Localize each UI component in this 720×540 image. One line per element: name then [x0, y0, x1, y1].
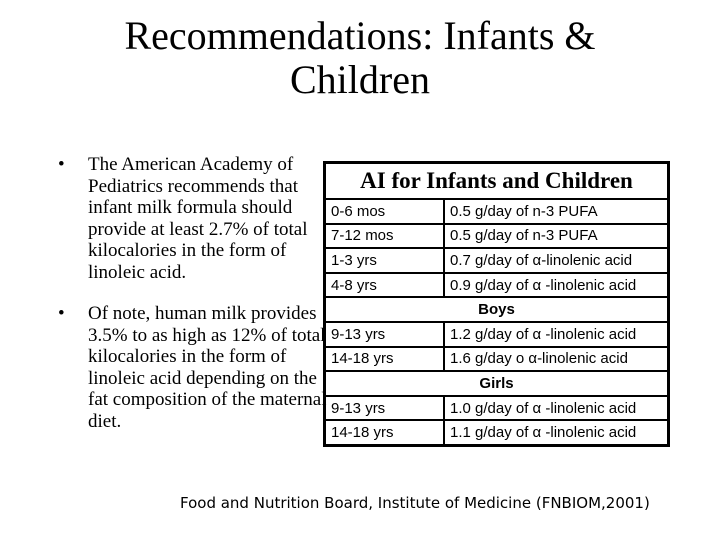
bullet-item: [58, 303, 328, 432]
value-cell: 0.7 g/day of α-linolenic acid: [444, 248, 669, 273]
age-cell: 9-13 yrs: [325, 396, 445, 421]
age-cell: 4-8 yrs: [325, 273, 445, 298]
age-cell: 1-3 yrs: [325, 248, 445, 273]
age-cell: 7-12 mos: [325, 224, 445, 249]
bullet-text: The American Academy of Pediatrics recommends that infant milk formula should provide at least 2.7% of total kilocalories in the form of linoleic acid.: [88, 154, 308, 283]
title-line-2: Children: [290, 57, 430, 102]
bullet-item: [58, 154, 328, 283]
table-row: [325, 224, 669, 249]
value-cell: 0.9 g/day of α -linolenic acid: [444, 273, 669, 298]
age-cell: 14-18 yrs: [325, 347, 445, 372]
table-row: [325, 420, 669, 445]
ai-table: [323, 161, 670, 447]
girls-header-row: [325, 371, 669, 396]
table-row: [325, 347, 669, 372]
table-row: [325, 273, 669, 298]
boys-label: Boys: [325, 297, 669, 322]
table-row: [325, 396, 669, 421]
boys-header-row: [325, 297, 669, 322]
bullet-icon: •: [58, 303, 65, 324]
bullet-icon: •: [58, 154, 65, 175]
age-cell: 0-6 mos: [325, 199, 445, 224]
table-title: AI for Infants and Children: [325, 163, 669, 200]
value-cell: 0.5 g/day of n-3 PUFA: [444, 199, 669, 224]
table-row: [325, 322, 669, 347]
age-cell: 14-18 yrs: [325, 420, 445, 445]
value-cell: 1.2 g/day of α -linolenic acid: [444, 322, 669, 347]
bullet-text: Of note, human milk provides 3.5% to as high as 12% of total kilocalories in the form of linoleic acid depending on the fat composition of the maternal diet.: [88, 303, 327, 432]
title-line-1: Recommendations: Infants &: [124, 13, 596, 58]
value-cell: 1.1 g/day of α -linolenic acid: [444, 420, 669, 445]
value-cell: 0.5 g/day of n-3 PUFA: [444, 224, 669, 249]
bullet-list: [58, 154, 328, 452]
girls-label: Girls: [325, 371, 669, 396]
value-cell: 1.0 g/day of α -linolenic acid: [444, 396, 669, 421]
table-row: [325, 199, 669, 224]
table-row: [325, 248, 669, 273]
source-citation: Food and Nutrition Board, Institute of Medicine (FNBIOM,2001): [180, 494, 650, 512]
age-cell: 9-13 yrs: [325, 322, 445, 347]
slide-title: [60, 14, 660, 102]
value-cell: 1.6 g/day o α-linolenic acid: [444, 347, 669, 372]
